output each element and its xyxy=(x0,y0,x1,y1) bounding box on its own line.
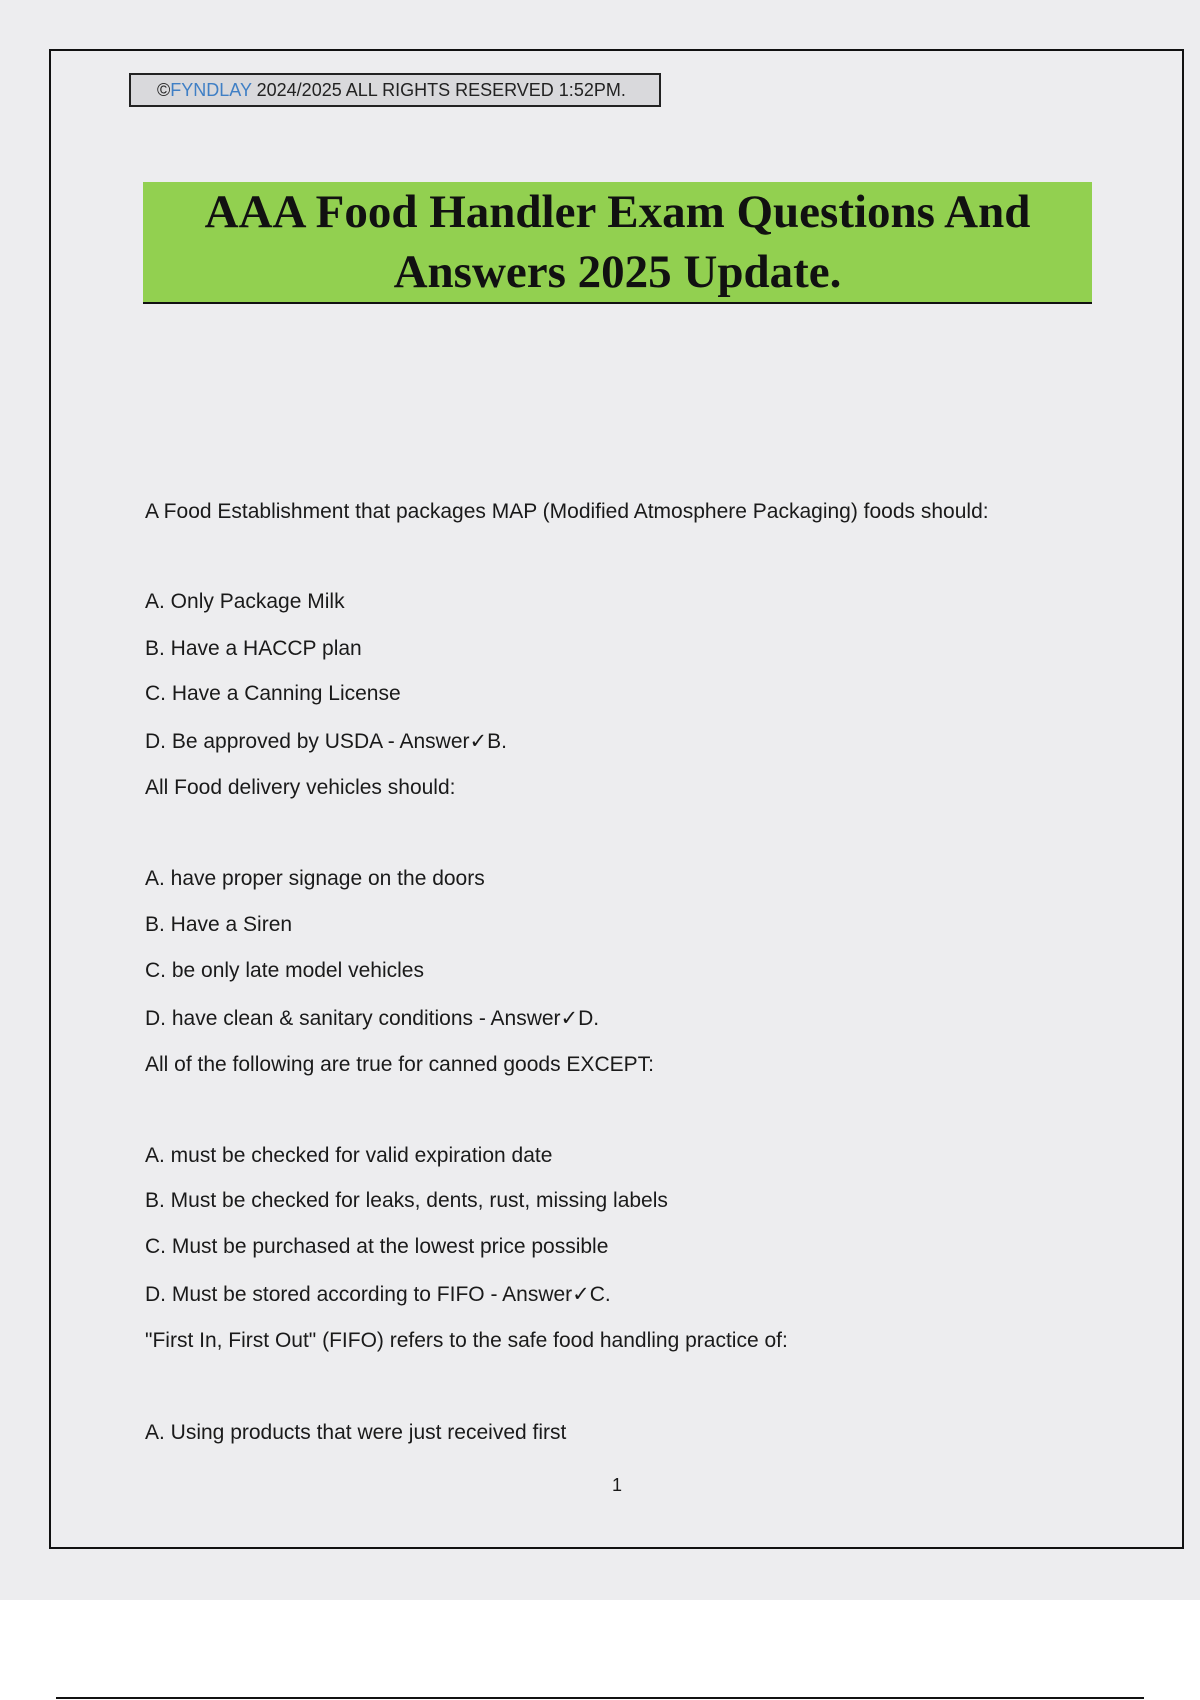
option-3d-answer: D. Must be stored according to FIFO - Answer✓C. xyxy=(145,1283,611,1306)
option-2a: A. have proper signage on the doors xyxy=(145,867,485,890)
option-1c: C. Have a Canning License xyxy=(145,682,401,705)
title-line-2: Answers 2025 Update. xyxy=(393,246,842,298)
question-4: "First In, First Out" (FIFO) refers to the safe food handling practice of: xyxy=(145,1329,788,1352)
copyright-notice xyxy=(129,73,661,107)
option-4a: A. Using products that were just received first xyxy=(145,1421,567,1444)
question-2: All Food delivery vehicles should: xyxy=(145,776,456,799)
option-2d-answer: D. have clean & sanitary conditions - Answer✓D. xyxy=(145,1007,600,1030)
question-3: All of the following are true for canned goods EXCEPT: xyxy=(145,1053,654,1076)
next-page-divider xyxy=(56,1697,1144,1699)
title-line-1: AAA Food Handler Exam Questions And xyxy=(204,186,1031,238)
copyright-symbol: © xyxy=(157,80,171,100)
option-3c: C. Must be purchased at the lowest price possible xyxy=(145,1235,609,1258)
option-1d-answer: D. Be approved by USDA - Answer✓B. xyxy=(145,730,507,753)
option-2b: B. Have a Siren xyxy=(145,913,293,936)
option-1a: A. Only Package Milk xyxy=(145,590,345,613)
option-3b: B. Must be checked for leaks, dents, rust, missing labels xyxy=(145,1189,668,1212)
rights-text: 2024/2025 ALL RIGHTS RESERVED 1:52PM. xyxy=(251,80,626,100)
option-2c: C. be only late model vehicles xyxy=(145,959,424,982)
page-number: 1 xyxy=(611,1475,622,1495)
title-banner xyxy=(143,182,1092,304)
option-1b: B. Have a HACCP plan xyxy=(145,637,362,660)
question-1: A Food Establishment that packages MAP (Modified Atmosphere Packaging) foods should: xyxy=(145,500,989,523)
brand-name: FYNDLAY xyxy=(170,80,252,100)
option-3a: A. must be checked for valid expiration date xyxy=(145,1144,553,1167)
